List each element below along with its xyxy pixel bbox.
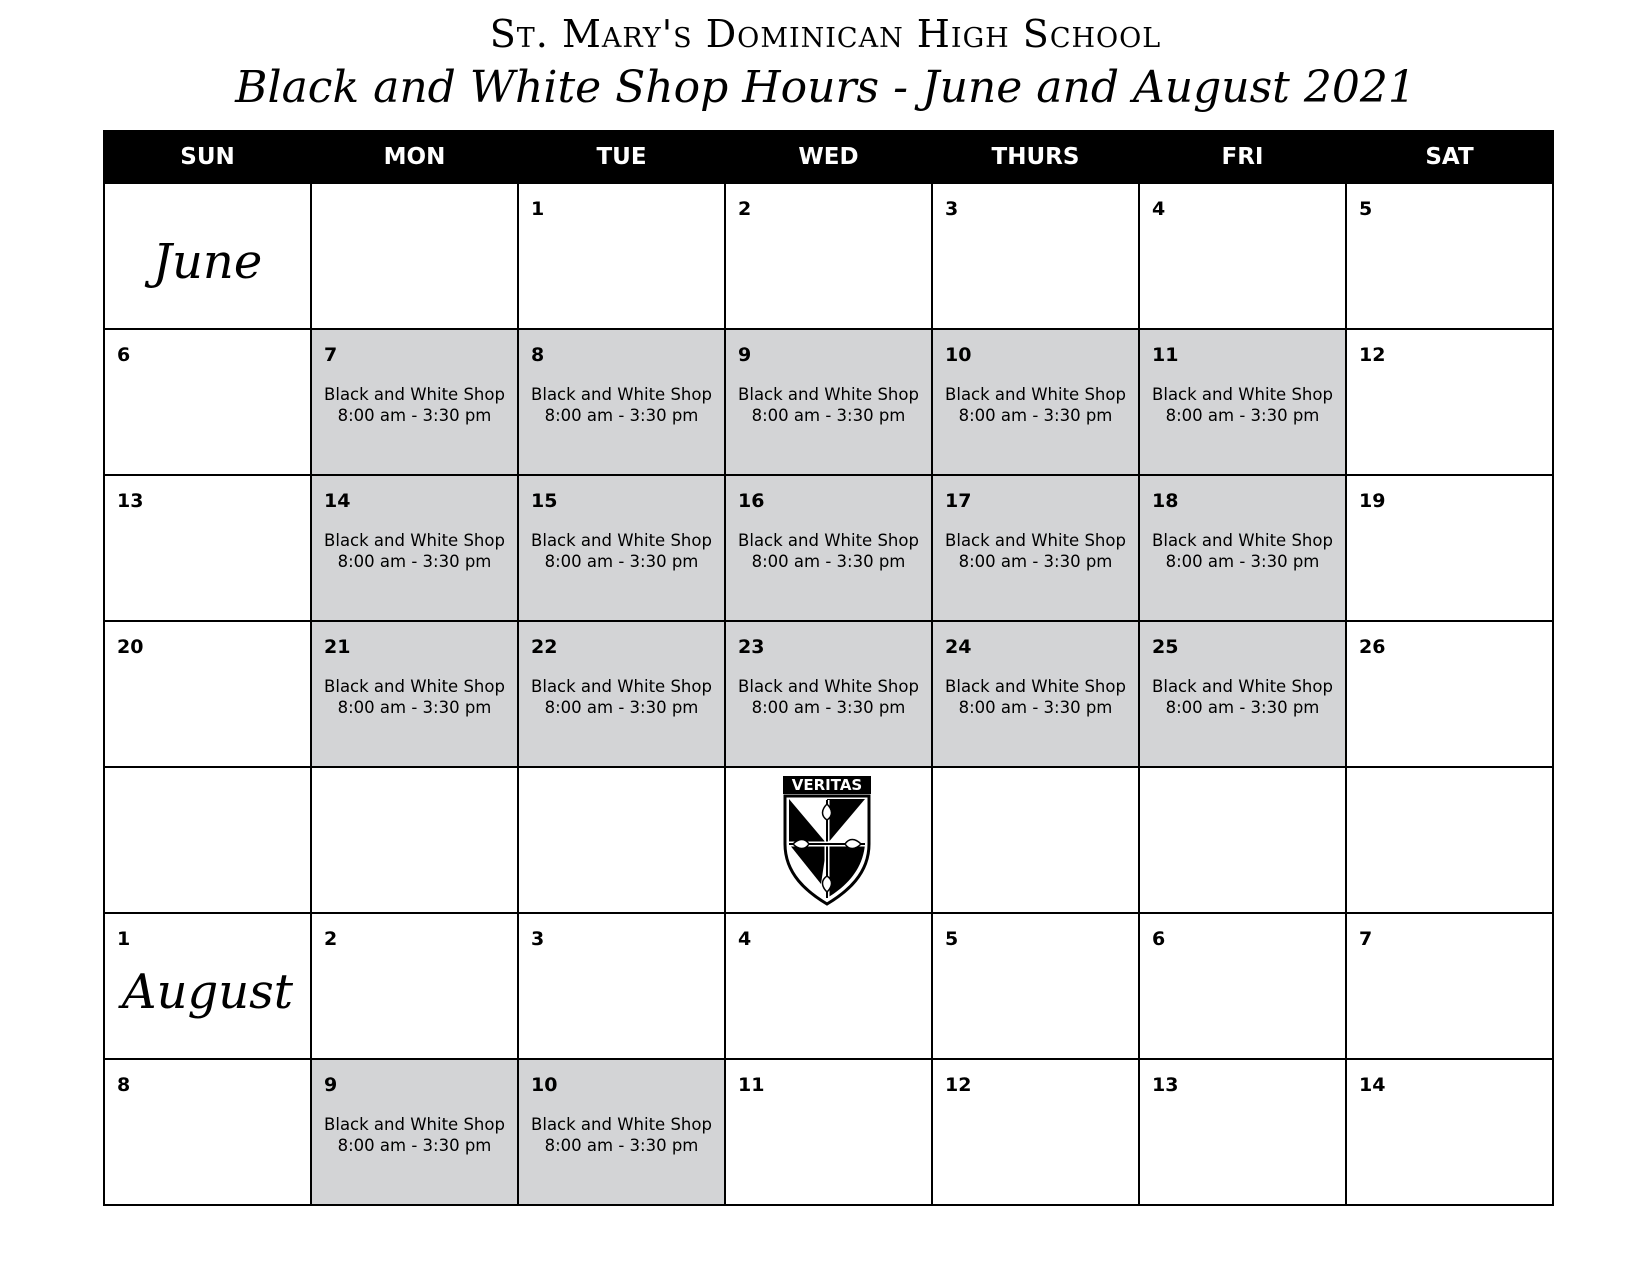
day-number: 6 — [117, 344, 131, 366]
event-hours: 8:00 am - 3:30 pm — [337, 1136, 492, 1155]
shop-hours-event — [726, 530, 931, 572]
weekday-wed: WED — [725, 131, 932, 183]
day-number: 7 — [324, 344, 338, 366]
event-hours: 8:00 am - 3:30 pm — [958, 406, 1113, 425]
day-cell — [932, 475, 1139, 621]
day-number: 3 — [531, 928, 545, 950]
day-cell — [1139, 913, 1346, 1059]
day-number: 7 — [1359, 928, 1373, 950]
day-cell — [932, 183, 1139, 329]
day-cell — [518, 767, 725, 913]
shop-hours-event — [726, 676, 931, 718]
week-row — [104, 621, 1553, 767]
week-row — [104, 767, 1553, 913]
shop-hours-event — [519, 530, 724, 572]
event-name: Black and White Shop — [738, 531, 919, 550]
event-name: Black and White Shop — [531, 385, 712, 404]
school-name: St. Mary's Dominican High School — [489, 12, 1162, 56]
day-number: 4 — [738, 928, 752, 950]
day-cell — [725, 1059, 932, 1205]
day-cell — [1346, 475, 1553, 621]
day-number: 13 — [117, 490, 144, 512]
day-cell — [725, 475, 932, 621]
day-cell — [518, 183, 725, 329]
event-hours: 8:00 am - 3:30 pm — [958, 552, 1113, 571]
weekday-tue: TUE — [518, 131, 725, 183]
event-name: Black and White Shop — [324, 1115, 505, 1134]
event-name: Black and White Shop — [324, 677, 505, 696]
day-cell — [104, 183, 311, 329]
day-number: 5 — [1359, 198, 1373, 220]
event-hours: 8:00 am - 3:30 pm — [958, 698, 1113, 717]
week-row — [104, 183, 1553, 329]
day-cell — [932, 913, 1139, 1059]
event-hours: 8:00 am - 3:30 pm — [337, 552, 492, 571]
day-cell — [104, 767, 311, 913]
day-number: 25 — [1152, 636, 1179, 658]
event-name: Black and White Shop — [1152, 531, 1333, 550]
shop-hours-event — [519, 1114, 724, 1156]
day-cell — [518, 475, 725, 621]
shop-hours-event — [312, 530, 517, 572]
day-number: 10 — [531, 1074, 558, 1096]
shop-hours-event — [726, 384, 931, 426]
event-hours: 8:00 am - 3:30 pm — [751, 698, 906, 717]
day-number: 6 — [1152, 928, 1166, 950]
day-number: 22 — [531, 636, 558, 658]
weekday-fri: FRI — [1139, 131, 1346, 183]
event-hours: 8:00 am - 3:30 pm — [1165, 552, 1320, 571]
weekday-header-row — [104, 131, 1553, 183]
day-cell — [932, 621, 1139, 767]
event-hours: 8:00 am - 3:30 pm — [337, 406, 492, 425]
event-name: Black and White Shop — [945, 677, 1126, 696]
event-hours: 8:00 am - 3:30 pm — [1165, 406, 1320, 425]
shop-hours-event — [312, 676, 517, 718]
day-number: 24 — [945, 636, 972, 658]
day-cell — [932, 1059, 1139, 1205]
day-number: 21 — [324, 636, 351, 658]
event-name: Black and White Shop — [531, 1115, 712, 1134]
day-cell — [932, 329, 1139, 475]
month-label: June — [152, 234, 263, 290]
day-number: 9 — [324, 1074, 338, 1096]
day-number: 1 — [531, 198, 545, 220]
day-number: 19 — [1359, 490, 1386, 512]
event-hours: 8:00 am - 3:30 pm — [337, 698, 492, 717]
day-cell — [518, 913, 725, 1059]
day-cell — [311, 621, 518, 767]
day-number: 14 — [324, 490, 351, 512]
day-number: 5 — [945, 928, 959, 950]
event-hours: 8:00 am - 3:30 pm — [751, 552, 906, 571]
day-number: 11 — [738, 1074, 765, 1096]
weekday-thurs: THURS — [932, 131, 1139, 183]
event-hours: 8:00 am - 3:30 pm — [751, 406, 906, 425]
event-name: Black and White Shop — [738, 677, 919, 696]
day-cell — [1346, 767, 1553, 913]
week-row — [104, 475, 1553, 621]
day-cell — [1139, 621, 1346, 767]
day-cell — [1139, 183, 1346, 329]
day-number: 11 — [1152, 344, 1179, 366]
day-cell — [1139, 475, 1346, 621]
weekday-sat: SAT — [1346, 131, 1553, 183]
day-cell — [311, 767, 518, 913]
day-number: 10 — [945, 344, 972, 366]
day-cell — [725, 621, 932, 767]
day-cell — [518, 621, 725, 767]
day-cell — [932, 767, 1139, 913]
event-name: Black and White Shop — [324, 531, 505, 550]
event-name: Black and White Shop — [945, 385, 1126, 404]
shop-hours-event — [519, 676, 724, 718]
day-cell — [311, 1059, 518, 1205]
event-name: Black and White Shop — [1152, 385, 1333, 404]
event-name: Black and White Shop — [324, 385, 505, 404]
event-name: Black and White Shop — [945, 531, 1126, 550]
day-cell — [104, 913, 311, 1059]
day-cell — [104, 475, 311, 621]
day-number: 17 — [945, 490, 972, 512]
week-row — [104, 329, 1553, 475]
day-cell — [1139, 767, 1346, 913]
shop-hours-event — [1140, 384, 1345, 426]
day-cell — [725, 913, 932, 1059]
weekday-mon: MON — [311, 131, 518, 183]
dominican-shield-icon — [781, 774, 873, 906]
day-number: 13 — [1152, 1074, 1179, 1096]
day-number: 18 — [1152, 490, 1179, 512]
day-number: 16 — [738, 490, 765, 512]
event-hours: 8:00 am - 3:30 pm — [1165, 698, 1320, 717]
day-cell — [311, 329, 518, 475]
crest-motto: VERITAS — [791, 776, 863, 794]
day-cell — [1346, 329, 1553, 475]
shop-hours-event — [312, 384, 517, 426]
calendar-grid — [103, 130, 1554, 1206]
day-number: 26 — [1359, 636, 1386, 658]
shop-hours-event — [933, 676, 1138, 718]
day-number: 12 — [1359, 344, 1386, 366]
day-cell — [1346, 183, 1553, 329]
day-cell — [1346, 1059, 1553, 1205]
day-number: 2 — [324, 928, 338, 950]
day-cell — [1346, 621, 1553, 767]
shop-hours-event — [1140, 530, 1345, 572]
weekday-sun: SUN — [104, 131, 311, 183]
day-cell — [1139, 1059, 1346, 1205]
day-number: 2 — [738, 198, 752, 220]
day-number: 8 — [531, 344, 545, 366]
event-name: Black and White Shop — [1152, 677, 1333, 696]
event-name: Black and White Shop — [531, 531, 712, 550]
week-row — [104, 913, 1553, 1059]
day-number: 15 — [531, 490, 558, 512]
day-cell — [104, 1059, 311, 1205]
day-cell — [311, 183, 518, 329]
day-number: 20 — [117, 636, 144, 658]
calendar-subtitle: Black and White Shop Hours - June and August 2021 — [235, 62, 1416, 113]
shop-hours-event — [312, 1114, 517, 1156]
day-number: 12 — [945, 1074, 972, 1096]
event-name: Black and White Shop — [531, 677, 712, 696]
day-number: 1 — [117, 928, 131, 950]
event-hours: 8:00 am - 3:30 pm — [544, 552, 699, 571]
day-cell — [1139, 329, 1346, 475]
shop-hours-event — [519, 384, 724, 426]
day-cell — [1346, 913, 1553, 1059]
shop-hours-event — [933, 530, 1138, 572]
day-cell — [518, 1059, 725, 1205]
shop-hours-event — [933, 384, 1138, 426]
day-cell — [725, 767, 932, 913]
day-cell — [104, 621, 311, 767]
week-row — [104, 1059, 1553, 1205]
day-number: 4 — [1152, 198, 1166, 220]
day-cell — [725, 183, 932, 329]
day-number: 14 — [1359, 1074, 1386, 1096]
event-hours: 8:00 am - 3:30 pm — [544, 698, 699, 717]
event-hours: 8:00 am - 3:30 pm — [544, 406, 699, 425]
day-cell — [104, 329, 311, 475]
day-number: 23 — [738, 636, 765, 658]
day-number: 8 — [117, 1074, 131, 1096]
day-cell — [518, 329, 725, 475]
day-cell — [311, 475, 518, 621]
day-cell — [311, 913, 518, 1059]
day-number: 3 — [945, 198, 959, 220]
day-cell — [725, 329, 932, 475]
day-number: 9 — [738, 344, 752, 366]
month-label: August — [121, 964, 294, 1020]
event-name: Black and White Shop — [738, 385, 919, 404]
shop-hours-event — [1140, 676, 1345, 718]
event-hours: 8:00 am - 3:30 pm — [544, 1136, 699, 1155]
